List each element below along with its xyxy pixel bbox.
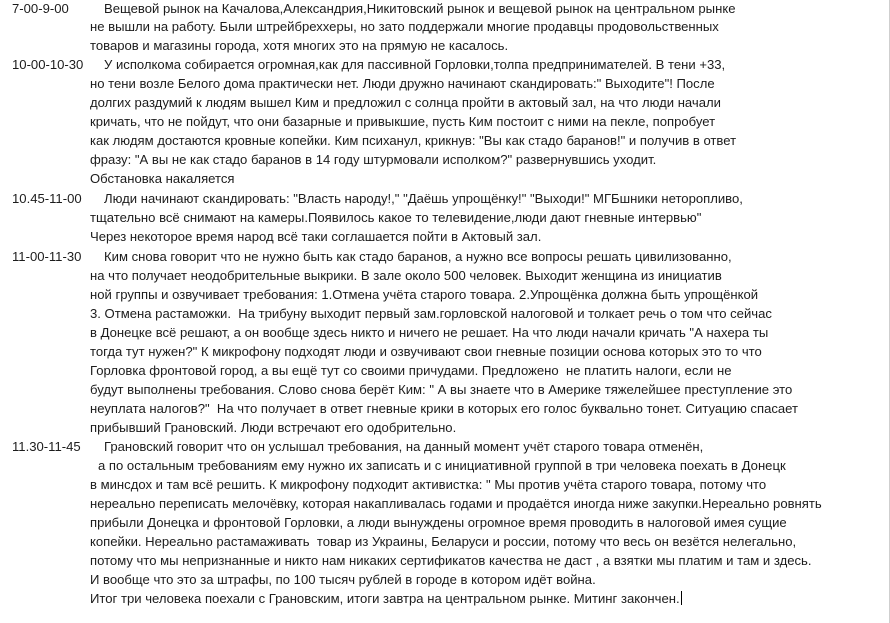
entry-line: в Донецке всё решают, а он вообще здесь никто и ничего не решает. На что люди начали кричать "А нахера ты	[90, 325, 769, 340]
entry-time: 10-00-10-30	[12, 57, 84, 72]
entry-line: но тени возле Белого дома практически нет. Люди дружно начинают скандировать:" Выходите"! После	[90, 76, 715, 91]
entry-line: Люди начинают скандировать: "Власть народу!," "Даёшь упрощёнку!" "Выходи!" МГБшники неторопливо,	[104, 191, 743, 206]
entry-line: Обстановка накаляется	[90, 171, 235, 186]
entry-time: 11.30-11-45	[12, 439, 81, 454]
entry-line: копейки. Нереально растамаживать товар из Украины, Беларуси и россии, потому что весь он везётся нелегально,	[90, 534, 797, 549]
entry-line: Через некоторое время народ всё таки соглашается пойти в Актовый зал.	[90, 229, 542, 244]
entry-time: 10.45-11-00	[12, 191, 82, 206]
entry-line-text: Итог три человека поехали с Грановским, итоги завтра на центральном рынке. Митинг закончен.	[90, 591, 680, 606]
entry-line: будут выполнены требования. Слово снова берёт Ким: " А вы знаете что в Америке тяжелейшее преступление это	[90, 382, 793, 397]
entry-line: Ким снова говорит что не нужно быть как стадо баранов, а нужно все вопросы решать цивилизованно,	[104, 249, 732, 264]
entry-line: товаров и магазины города, хотя многих это на прямую не касалось.	[90, 38, 509, 53]
entry-line: ной группы и озвучивает требования: 1.Отмена учёта старого товара. 2.Упрощёнка должна быть упрощёнкой	[90, 287, 759, 302]
entry-line: Горловка фронтовой город, а вы ещё тут со своими причудами. Предложено не платить налоги, если не	[90, 363, 732, 378]
text-cursor	[681, 591, 682, 605]
entry-line: Вещевой рынок на Качалова,Александрия,Никитовский рынок и вещевой рынок на центральном рынке	[104, 1, 736, 16]
entry-line: прибывший Грановский. Люди встречают его одобрительно.	[90, 420, 457, 435]
entry-line: долгих раздумий к людям вышел Ким и предложил с солнца пройти в актовый зал, на что люди начали	[90, 95, 721, 110]
entry-line: фразу: "А вы не как стадо баранов в 14 году штурмовали исполком?" развернувшись уходит.	[90, 152, 657, 167]
entry-time: 11-00-11-30	[12, 249, 82, 264]
entry-line: нереально переписать мелочёвку, которая накапливалась годами и продаётся иногда ниже закупки.Нереально ровнять	[90, 496, 822, 511]
entry-line: У исполкома собирается огромная,как для пассивной Горловки,толпа предпринимателей. В тени +33,	[104, 57, 726, 72]
entry-line-last[interactable]	[90, 590, 682, 608]
entry-line: как людям достаются кровные копейки. Ким психанул, крикнув: "Вы как стадо баранов!" и получив в ответ	[90, 133, 737, 148]
entry-line: тогда тут нужен?" К микрофону подходят люди и озвучивают свои гневные позиции основа которых это то что	[90, 344, 762, 359]
entry-line: тщательно всё снимают на камеры.Появилось какое то телевидение,люди дают гневные интервью"	[90, 210, 702, 225]
entry-line: 3. Отмена растаможки. На трибуну выходит первый зам.горловской налоговой и толкает речь о том что сейчас	[90, 306, 772, 321]
entry-line: потому что мы непризнанные и никто нам никаких сертификатов качества не даст , а взятки мы платим и там и здесь.	[90, 553, 812, 568]
entry-line: прибыли Донецка и фронтовой Горловки, а люди вынуждены огромное время проводить в налоговой имея сущие	[90, 515, 787, 530]
entry-time: 7-00-9-00	[12, 1, 69, 16]
entry-line: кричать, что не пойдут, что они базарные и привыкшие, пусть Ким постоит с ними на пекле, попробует	[90, 114, 716, 129]
entry-line: неуплата налогов?" На что получает в ответ гневные крики в которых его голос буквально тонет. Ситуацию спасает	[90, 401, 799, 416]
entry-line: И вообще что это за штрафы, по 100 тысяч рублей в городе в котором идёт война.	[90, 572, 596, 587]
entry-line: в минсдох и там всё решить. К микрофону подходит активистка: " Мы против учёта старого товара, потому что	[90, 477, 767, 492]
entry-line: Грановский говорит что он услышал требования, на данный момент учёт старого товара отменён,	[104, 439, 704, 454]
entry-line: на что получает неодобрительные выкрики. В зале около 500 человек. Выходит женщина из инициатив	[90, 268, 722, 283]
entry-line: не вышли на работу. Были штрейбреххеры, но зато поддержали многие продавцы продовольственных	[90, 19, 719, 34]
entry-line: а по остальным требованиям ему нужно их записать и с инициативной группой в три человека поехать в Донецк	[98, 458, 786, 473]
